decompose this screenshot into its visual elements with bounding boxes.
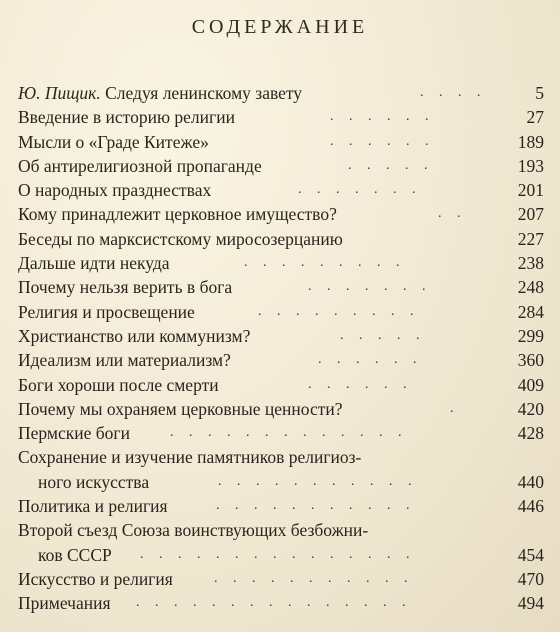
toc-entry-page: 409 — [517, 374, 544, 395]
toc-entry — [18, 421, 544, 445]
table-of-contents — [18, 81, 544, 616]
toc-entry-page: 238 — [517, 253, 544, 274]
toc-entry-title: Сохранение и изучение памятников религиоз- — [18, 447, 362, 468]
toc-entry-continuation — [18, 543, 544, 567]
toc-entry — [18, 300, 544, 324]
toc-entry-page: 201 — [517, 180, 544, 201]
toc-entry-page: 420 — [517, 398, 544, 419]
toc-entry — [18, 105, 544, 129]
toc-entry-title: Христианство или коммунизм? — [18, 325, 251, 346]
toc-entry-title: Религия и просвещение — [18, 301, 195, 322]
leader-dots: . . . . . — [348, 157, 434, 173]
leader-dots: . . . . . . . — [308, 279, 432, 295]
toc-entry-page: 446 — [517, 496, 544, 517]
toc-entry-title: Введение в историю религии — [18, 107, 235, 128]
toc-entry-title: Об антирелигиозной пропаганде — [18, 155, 262, 176]
toc-entry — [18, 518, 544, 542]
leader-dots: . . . . . . . . . . . — [218, 473, 418, 489]
toc-entry-page: 360 — [517, 350, 544, 371]
toc-entry-page: 248 — [517, 277, 544, 298]
toc-entry-title: Ю. Пищик. Следуя ленинскому завету — [18, 83, 303, 103]
leader-dots: . . . . . — [340, 327, 426, 343]
toc-entry — [18, 494, 544, 518]
toc-entry — [18, 348, 544, 372]
leader-dots: . . . . . . . . . . . . . . . — [136, 595, 412, 611]
toc-entry-title: Беседы по марксистскому миросозерцанию — [18, 228, 343, 249]
toc-entry — [18, 130, 544, 154]
leader-dots: . . . . . . . — [298, 182, 422, 198]
toc-entry-page: 470 — [517, 568, 544, 589]
leader-dots: . . . . . . . . . — [244, 255, 406, 271]
leader-dots: . . . . . . . . . . . . . — [170, 425, 408, 441]
toc-entry-title: Искусство и религия — [18, 568, 173, 589]
toc-entry — [18, 373, 544, 397]
toc-entry-title: Мысли о «Граде Китеже» — [18, 131, 209, 152]
toc-entry-page: 299 — [517, 325, 544, 346]
toc-entry-title: Кому принадлежит церковное имущество? — [18, 204, 337, 225]
toc-entry-continuation — [18, 470, 544, 494]
toc-entry-title: Второй съезд Союза воинствующих безбожни- — [18, 520, 369, 541]
toc-entry-title: Политика и религия — [18, 496, 168, 517]
leader-dots: . . . . . . — [318, 352, 423, 368]
leader-dots: . . . . . . . . . . . — [216, 498, 416, 514]
toc-entry-page: 227 — [517, 228, 544, 249]
toc-entry-author: Ю. Пищик. — [18, 83, 101, 103]
toc-entry — [18, 227, 544, 251]
toc-entry-page: 440 — [517, 471, 544, 492]
toc-entry-title: Почему нельзя верить в бога — [18, 277, 233, 298]
leader-dots: . . . . . . — [330, 109, 435, 125]
leader-dots: . . . . . . — [308, 376, 413, 392]
toc-entry — [18, 202, 544, 226]
leader-dots: . — [450, 400, 460, 416]
toc-entry-title-continuation: ного искусства — [38, 471, 150, 492]
toc-entry-title: О народных празднествах — [18, 180, 212, 201]
toc-entry-page: 193 — [517, 155, 544, 176]
leader-dots: . . . . . . . . . . . — [214, 570, 414, 586]
toc-entry-page: 207 — [517, 204, 544, 225]
toc-entry — [18, 178, 544, 202]
toc-entry-page: 284 — [517, 301, 544, 322]
leader-dots: . . — [438, 206, 467, 222]
toc-entry — [18, 154, 544, 178]
toc-entry-title: Дальше идти некуда — [18, 253, 170, 274]
toc-entry-title: Боги хороши после смерти — [18, 374, 219, 395]
toc-entry — [18, 251, 544, 275]
toc-entry-page: 428 — [517, 423, 544, 444]
toc-entry-title: Пермские боги — [18, 423, 130, 444]
toc-entry-page: 494 — [517, 593, 544, 614]
toc-entry-title: Примечания — [18, 593, 111, 614]
toc-entry-title-continuation: ков СССР — [38, 544, 112, 565]
toc-heading: СОДЕРЖАНИЕ — [191, 16, 369, 38]
leader-dots: . . . . . . . . . . . . . . . — [140, 546, 416, 562]
toc-entry — [18, 275, 544, 299]
toc-entry-title: Почему мы охраняем церковные ценности? — [18, 398, 343, 419]
toc-entry — [18, 81, 544, 105]
toc-entry-title: Идеализм или материализм? — [18, 350, 231, 371]
toc-entry-page: 5 — [535, 83, 544, 103]
leader-dots: . . . . . . — [330, 133, 435, 149]
leader-dots: . . . . . . . . . — [258, 303, 420, 319]
toc-entry-page: 454 — [517, 544, 544, 565]
toc-entry — [18, 567, 544, 591]
leader-dots: . . . . — [420, 85, 487, 100]
toc-entry — [18, 591, 544, 615]
toc-entry — [18, 445, 544, 469]
toc-entry-page: 27 — [526, 107, 544, 128]
toc-entry-page: 189 — [517, 131, 544, 152]
toc-entry — [18, 397, 544, 421]
toc-entry — [18, 324, 544, 348]
